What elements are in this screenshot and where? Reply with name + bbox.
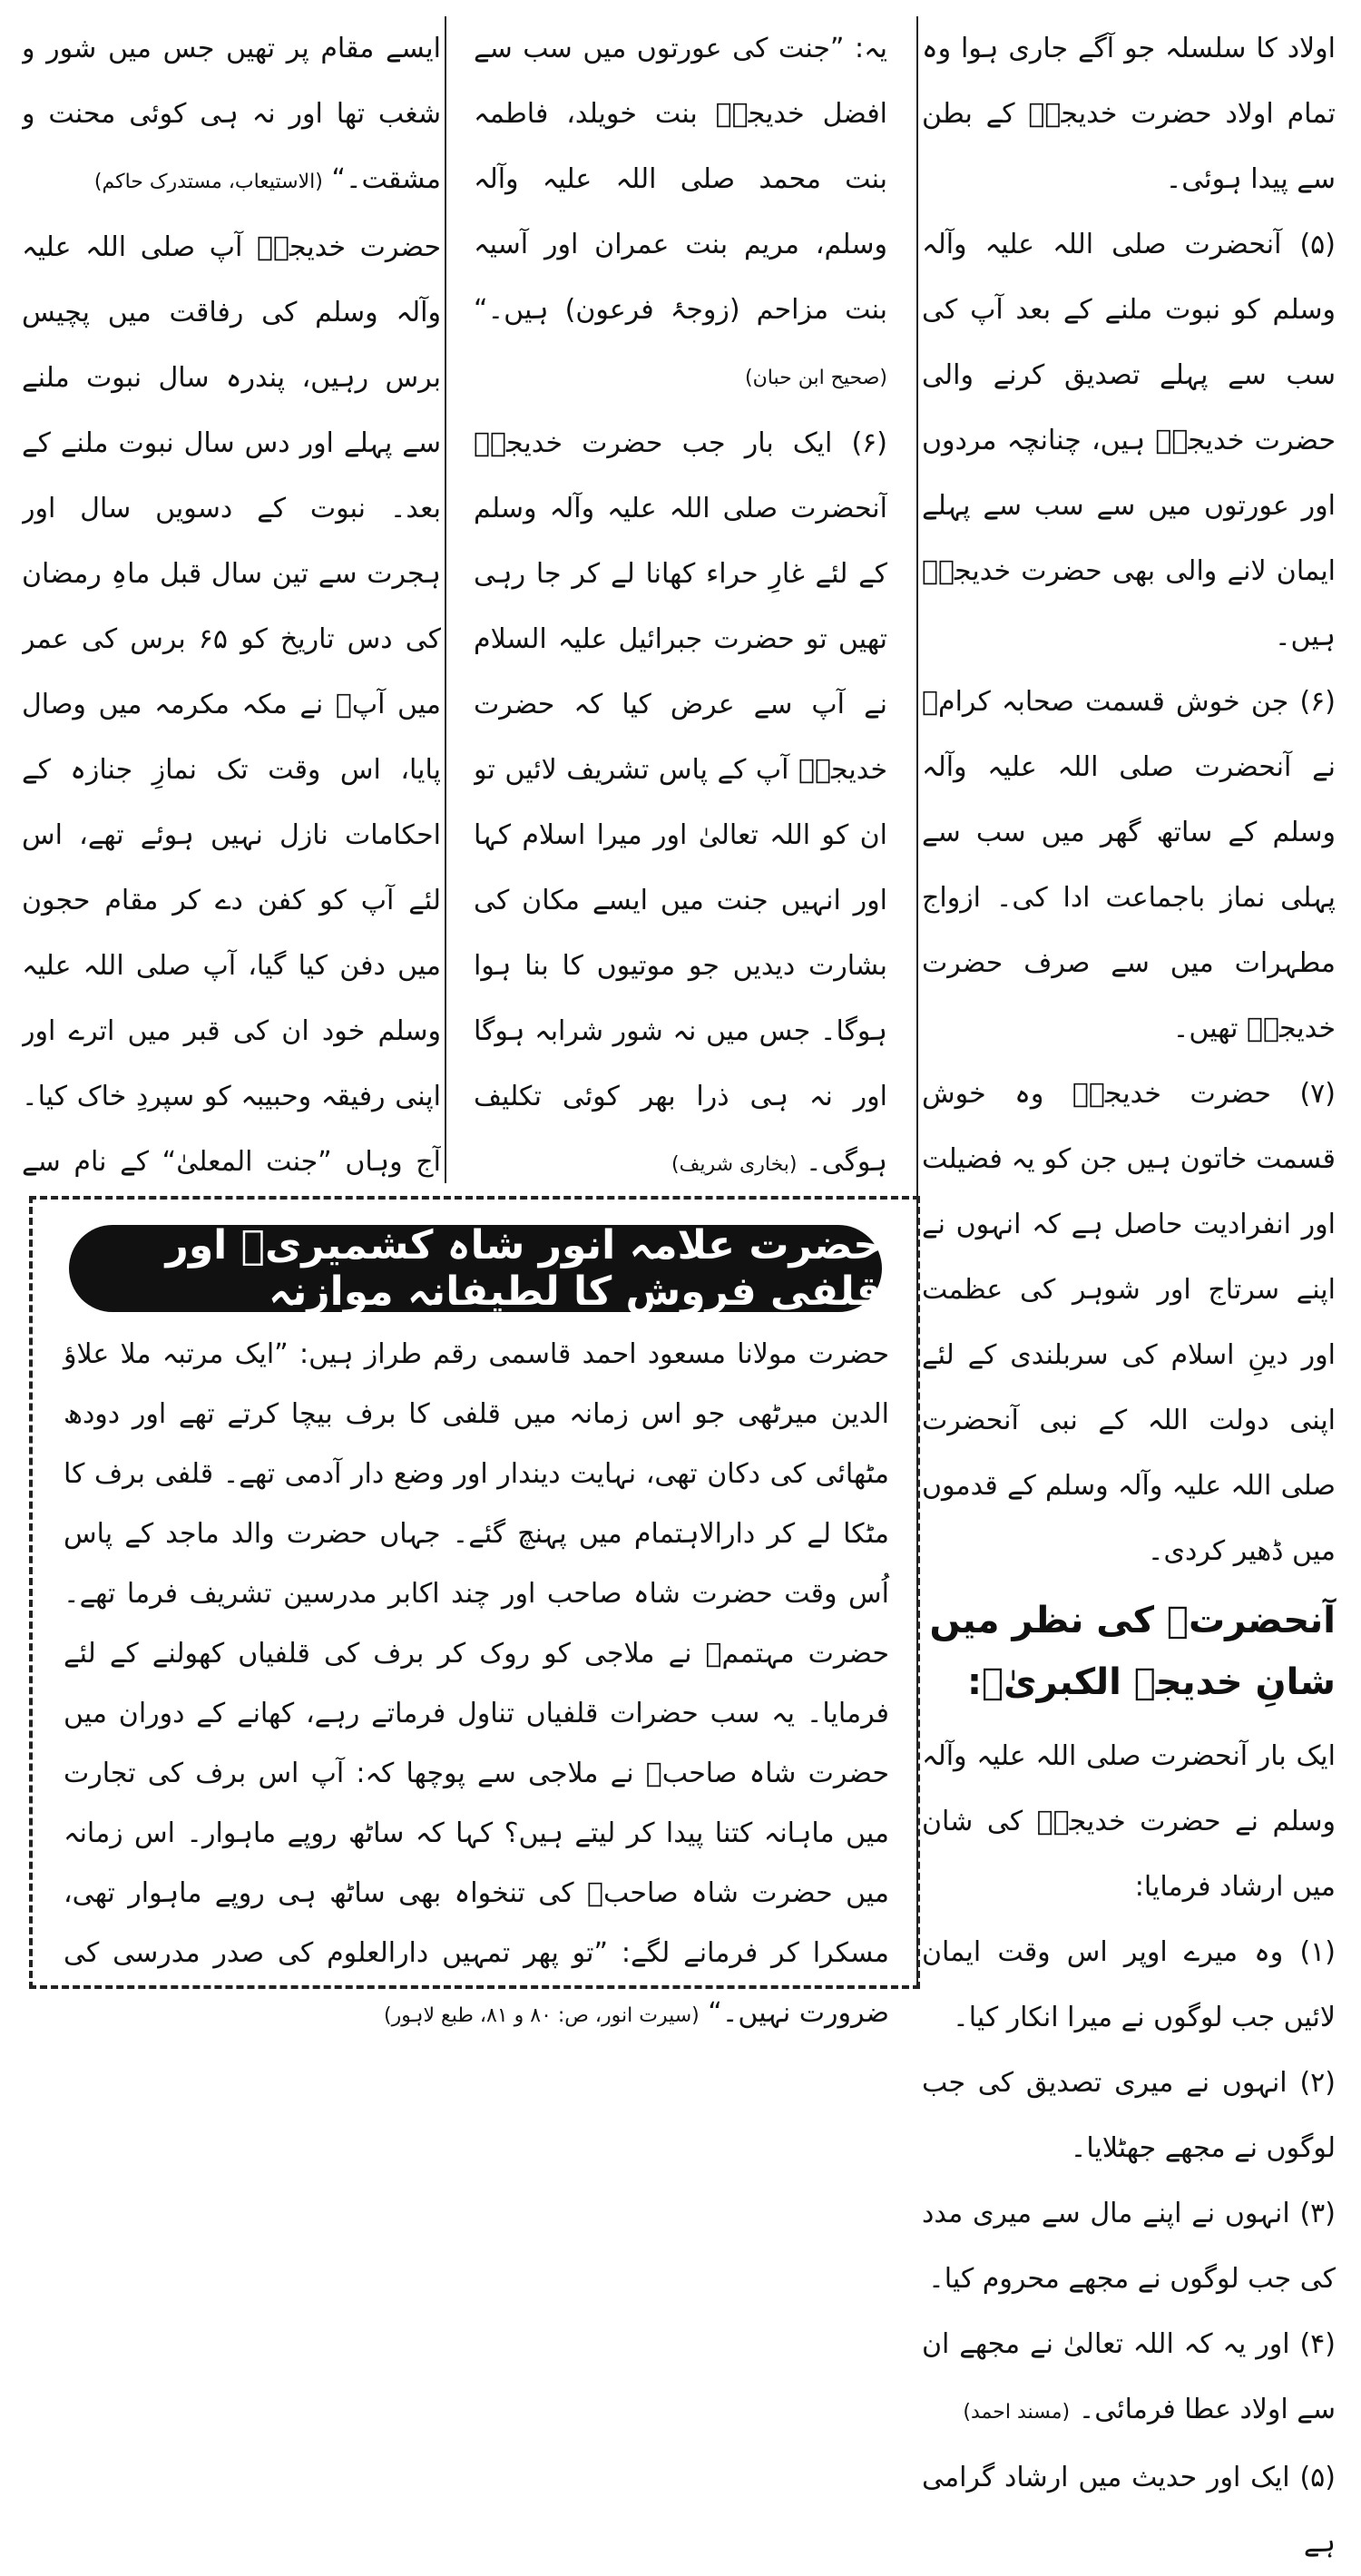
source-citation: (سیرت انور، ص: ۸۰ و ۸۱، طبع لاہور) [384, 2004, 700, 2027]
source-citation: (الاستیعاب، مستدرک حاکم) [93, 171, 323, 193]
paragraph: ایک بار آنحضرت صلی اللہ علیہ وآلہ وسلم نے حضرت خدیجہؓ کی شان میں ارشاد فرمایا: [922, 1740, 1336, 1903]
boxed-article [29, 1196, 920, 2029]
column-divider [445, 16, 446, 1183]
paragraph-text: (۶) ایک بار جب حضرت خدیجہؓ آنحضرت صلی اللہ علیہ وآلہ وسلم کے لئے غارِ حراء کھانا لے کر جا رہی تھیں تو حضرت جبرائیل علیہ السلام نے آپ سے عرض کیا کہ حضرت خدیجہؓ آپ کے پاس تشریف لائیں تو ان کو اللہ تعالیٰ اور میرا اسلام کہا اور انہیں جنت میں ایسے مکان کی بشارت دیدیں جو موتیوں کا بنا ہوا ہوگا۔ جس میں نہ شور شرابہ ہوگا اور نہ ہی ذرا بھر کوئی تکلیف ہوگی۔ [474, 427, 887, 1178]
section-heading: آنحضرتﷺ کی نظر میں شانِ خدیجۃ الکبریٰؓ: [929, 1600, 1336, 1703]
paragraph: (۱) وہ میرے اوپر اس وقت ایمان لائیں جب لوگوں نے میرا انکار کیا۔ [922, 1936, 1336, 2033]
left-column [22, 16, 441, 1194]
paragraph [474, 16, 887, 411]
right-column [922, 16, 1336, 2559]
article-title: حضرت علامہ انور شاہ کشمیریؒ اور قلفی فروش کا لطیفانہ موازنہ [69, 1225, 882, 1312]
paragraph: (۳) انہوں نے اپنے مال سے میری مدد کی جب لوگوں نے مجھے محروم کیا۔ [922, 2198, 1336, 2295]
paragraph: (۵) ایک اور حدیث میں ارشاد گرامی ہے [922, 2462, 1336, 2559]
paragraph [22, 16, 441, 215]
paragraph: (۶) جن خوش قسمت صحابہ کرامؓ نے آنحضرت صلی اللہ علیہ وآلہ وسلم کے ساتھ گھر میں سب سے پہلی نماز باجماعت ادا کی۔ ازواج مطہرات میں سے صرف حضرت خدیجہؓ تھیں۔ [922, 686, 1336, 1044]
paragraph: (۲) انہوں نے میری تصدیق کی جب لوگوں نے مجھے جھٹلایا۔ [922, 2067, 1336, 2164]
paragraph [64, 1325, 889, 2046]
source-citation: (بخاری شریف) [671, 1153, 798, 1176]
paragraph: حضرت خدیجہؓ آپ صلی اللہ علیہ وآلہ وسلم کی رفاقت میں پچیس برس رہیں، پندرہ سال نبوت ملنے سے پہلے اور دس سال نبوت ملنے کے بعد۔ نبوت کے دسویں سال اور ہجرت سے تین سال قبل ماہِ رمضان کی دس تاریخ کو ۶۵ برس کی عمر میں آپؓ نے مکہ مکرمہ میں وصال پایا، اس وقت تک نمازِ جنازہ کے احکامات نازل نہیں ہوئے تھے، اس لئے آپ کو کفن دے کر مقام حجون میں دفن کیا گیا، آپ صلی اللہ علیہ وسلم خود ان کی قبر میں اترے اور اپنی رفیقہ وحبیبہ کو سپردِ خاک کیا۔ آج وہاں ”جنت المعلیٰ“ کے نام سے [22, 231, 441, 1178]
paragraph-text: (۴) اور یہ کہ اللہ تعالیٰ نے مجھے ان سے اولاد عطا فرمائی۔ [922, 2328, 1336, 2425]
middle-column [474, 16, 887, 1194]
paragraph: اولاد کا سلسلہ جو آگے جاری ہوا وہ تمام اولاد حضرت خدیجہؓ کے بطن سے پیدا ہوئی۔ [922, 33, 1336, 195]
paragraph-text: ایسے مقام پر تھیں جس میں شور و شغب تھا اور نہ ہی کوئی محنت و مشقت۔“ [22, 33, 441, 195]
paragraph-text: حضرت مولانا مسعود احمد قاسمی رقم طراز ہیں: ”ایک مرتبہ ملا علاؤ الدین میرٹھی جو اس زمانہ میں قلفی کا برف بیچا کرتے تھے اور دودھ مٹھائی کی دکان تھی، نہایت دیندار اور وضع دار آدمی تھے۔ قلفی برف کا مٹکا لے کر دارالاہتمام میں پہنچ گئے۔ جہاں حضرت والد ماجد کے پاس اُس وقت حضرت شاہ صاحب اور چند اکابر مدرسین تشریف فرما تھے۔ حضرت مہتممؒ نے ملاجی کو روک کر برف کی قلفیاں کھولنے کے لئے فرمایا۔ یہ سب حضرات قلفیاں تناول فرماتے رہے، کھانے کے دوران میں حضرت شاہ صاحبؒ نے ملاجی سے پوچھا کہ: آپ اس برف کی تجارت میں ماہانہ کتنا پیدا کر لیتے ہیں؟ کہا کہ ساٹھ روپے ماہوار۔ اس زمانہ میں حضرت شاہ صاحبؒ کی تنخواہ بھی ساٹھ ہی روپے ماہوار تھی، مسکرا کر فرمانے لگے: ”تو پھر تمہیں دارالعلوم کی صدر مدرسی کی ضرورت نہیں۔“ [64, 1338, 889, 2029]
paragraph: (۷) حضرت خدیجہؓ وہ خوش قسمت خاتون ہیں جن کو یہ فضیلت اور انفرادیت حاصل ہے کہ انہوں نے اپنے سرتاج اور شوہر کی عظمت اور دینِ اسلام کی سربلندی کے لئے اپنی دولت اللہ کے نبی آنحضرت صلی اللہ علیہ وآلہ وسلم کے قدموں میں ڈھیر کردی۔ [922, 1078, 1336, 1567]
paragraph-text: یہ: ”جنت کی عورتوں میں سب سے افضل خدیجہؓ بنت خویلد، فاطمہ بنت محمد صلی اللہ علیہ وآلہ وسلم، مریم بنت عمران اور آسیہ بنت مزاحم (زوجۂ فرعون) ہیں۔“ [474, 33, 887, 326]
paragraph [474, 411, 887, 1194]
article-body [64, 1325, 889, 2046]
source-citation: (صحیح ابن حبان) [745, 367, 887, 389]
paragraph [922, 2312, 1336, 2445]
paragraph: (۵) آنحضرت صلی اللہ علیہ وآلہ وسلم کو نبوت ملنے کے بعد آپ کی سب سے پہلے تصدیق کرنے والی حضرت خدیجہؓ ہیں، چنانچہ مردوں اور عورتوں میں سے سب سے پہلے ایمان لانے والی بھی حضرت خدیجہؓ ہیں۔ [922, 229, 1336, 652]
source-citation: (مسند احمد) [963, 2401, 1071, 2424]
